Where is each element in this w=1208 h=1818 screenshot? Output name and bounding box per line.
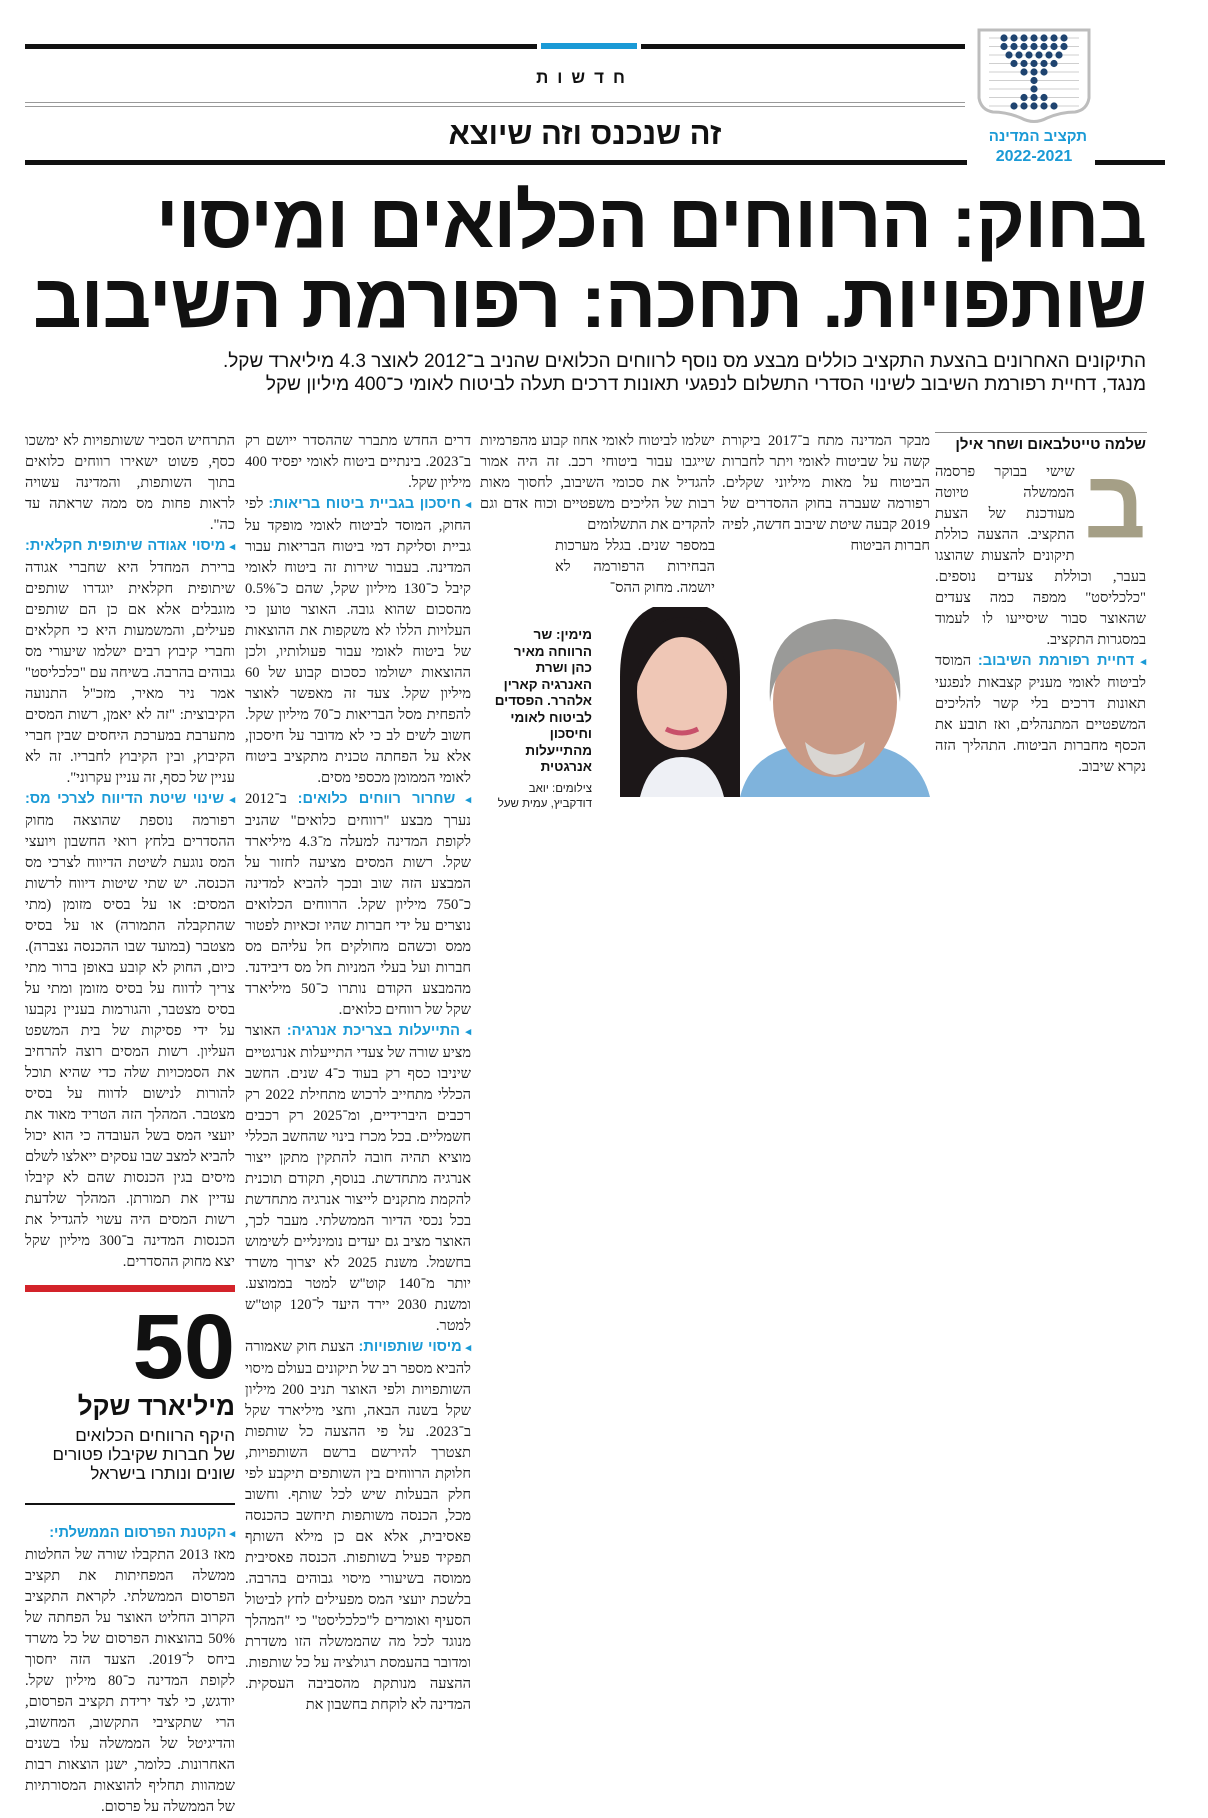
byline: שלמה טייטלבאום ושחר אילן <box>955 436 1146 453</box>
factbox-bottom-rule <box>25 1503 235 1505</box>
headline-line-1: בחוק: הרווחים הכלואים ומיסוי <box>155 179 1146 264</box>
photo-man <box>740 619 930 797</box>
paragraph: במספר שנים. בגלל מערכות הבחירות הרפורמה לא יושמה. מחוק ההס־ <box>555 538 715 596</box>
logo-dot <box>1060 34 1067 41</box>
paragraph <box>245 789 471 1021</box>
subhead: ◂ מיסוי אגודה שיתופית חקלאית: <box>25 538 235 554</box>
logo-dot <box>1020 43 1027 50</box>
logo-dot <box>1040 94 1047 101</box>
subhead: ◂ חיסכון בגביית ביטוח בריאות: <box>268 496 471 512</box>
logo-title: תקציב המדינה <box>988 128 1087 145</box>
photo-caption-block <box>492 627 592 812</box>
logo-dot <box>1040 34 1047 41</box>
logo-dot <box>1010 34 1017 41</box>
paragraph-text: ברירת המחדל היא שחברי אגודה שיתופית חקלאית יוגדרו שותפים מוגבלים אלא אם כן הם שותפים פעילים, והמשמעות היא כי חקלאים וחברי קיבוץ רבים ישלמו שיעורי מס גבוהים בהרבה. בשיחה עם "כלכליסט" אמר ניר מאיר, מזכ"ל התנועה הקיבוצית: "זה לא יאמן, רשות המסים מתערבת במערכת היחסים שבין חברי הקיבוץ, ובין הקיבוץ לחבריו. זה לא עניין של כסף, זה עניין עקרוני". <box>25 560 235 786</box>
header-bottom-rule-right <box>1095 160 1165 165</box>
paragraph <box>245 1021 471 1337</box>
paragraph-text: המוסד לביטוח לאומי מעניק קצבאות לנפגעי תאונות דרכים בלי קשר להליכים המשפטיים המתנהלים, ואז תובע את הכסף מחברות הביטוח. התהליך הזה נקרא שיבוב. <box>935 653 1146 775</box>
paragraph <box>245 494 471 789</box>
logo-dot <box>1030 34 1037 41</box>
paragraph-text: לפי החוק, המוסד לביטוח לאומי מופקד על גביית וסליקת דמי ביטוח הבריאות עבור המדינה. בעבור שירות זה ביטוח לאומי קיבל כ־130 מיליון שקל, שהם כ־0.5% מהסכום שהוא גובה. האוצר טוען כי העלויות הללו לא משקפות את ההוצאות של ביטוח לאומי עבור פעולותיו, ולכן ההוצאות ישולמו כסכום קבוע של 60 מיליון שקל. צעד זה מאפשר לאוצר להפחית מסל הבריאות כ־70 מיליון שקל. חשוב לשים לב כי לא מדובר על חיסכון, אלא על הפחתה טכנית מתקציב ביטוח לאומי הממומן מכספי מסים. <box>245 496 471 786</box>
budget-shield-dots-logo-icon <box>975 28 1093 126</box>
budget-logo <box>975 28 1093 170</box>
paragraph <box>25 536 235 789</box>
subhead: ◂ מיסוי שותפויות: <box>359 1339 471 1355</box>
article-column-2 <box>722 431 930 557</box>
subheadline-line-1: התיקונים האחרונים בהצעת התקציב כוללים מבצע מס נוסף לרווחים הכלואים שהניב ב־2012 לאוצר 4.3 מיליארד שקל. <box>222 351 1146 372</box>
paragraph: התרחיש הסביר ששותפויות לא ימשכו כסף, פשוט ישאירו רווחים כלואים בתוך השותפות, והמדינה עשויה לראות פחות מס ממה שראתה עד כה". <box>25 433 235 533</box>
paragraph-text: רפורמה נוספת שהוצאה מחוק ההסדרים בלחץ רואי החשבון ויועצי המס נוגעת לשיטת הדיווח לצרכי מס הכנסה. יש שתי שיטות דיווח לרשות המסים: או על בסיס מזומן (מתי שהתקבלה התמורה) או על בסיס מצטבר (במועד שבו ההכנסה נצברה). כיום, החוק לא קובע באופן ברור מתי צריך לדווח על בסיס מזומן ומתי על בסיס מצטבר, והגורמות בעניין נקבעו על ידי פסיקות של בית המשפט העליון. רשות המסים רוצה להרחיב את הסמכויות שלה כדי שהיא תוכל להורות לנישום לדווח על בסיס מצטבר. המהלך הזה הטריד מאוד את יועצי המס בשל העובדה כי הוא יכול להביא למצב שבו עסקים ייאלצו לשלם מיסים בגין הכנסות שהם לא קיבלו עדיין את תמורתן. המהלך שלדעת רשות המסים היה עשוי להגדיל את הכנסות המדינה ב־300 מיליון שקל יצא מחוק ההסדרים. <box>25 813 235 1270</box>
photo-woman <box>620 607 740 797</box>
photo-row <box>480 607 930 812</box>
logo-dot <box>1030 68 1037 75</box>
subhead: ◂ התייעלות בצריכת אנרגיה: <box>287 1023 471 1039</box>
photo-credit: צילומים: יואב דודקביץ, עמית שעל <box>497 782 592 810</box>
subhead: ◂ שינוי שיטת הדיווח לצרכי מס: <box>25 791 235 807</box>
factbox <box>25 1296 235 1483</box>
logo-dot <box>1010 102 1017 109</box>
photo-ministers <box>600 607 930 797</box>
factbox-number: 50 <box>132 1296 235 1398</box>
logo-dot <box>1020 102 1027 109</box>
logo-dot <box>1020 68 1027 75</box>
headline-line-2: שותפויות. תחכה: רפורמת השיבוב <box>33 259 1146 344</box>
logo-dot <box>1050 102 1057 109</box>
paragraph: ישלמו לביטוח לאומי אחוז קבוע מהפרמיות שייגבו עבור ביטוחי רכב. זה היה אמור להגדיל את סכומי השיבוב, לחסוך מאות רבות של הליכים משפטיים וכוח אדם וגם להקדים את התשלומים <box>480 433 715 533</box>
paragraph <box>25 1523 235 1818</box>
section-label: חדשות <box>536 68 634 87</box>
logo-dot <box>1030 60 1037 67</box>
factbox-unit: מיליארד שקל <box>77 1391 235 1421</box>
logo-dot <box>1040 68 1047 75</box>
top-rule-accent <box>537 43 641 49</box>
header-divider <box>25 102 965 107</box>
paragraph-text: האוצר מציע שורה של צעדי התייעלות אנרגטיים שיניבו כסף רק בעוד כ־4 שנים. החשב הכללי מתחייב לרכוש מתחילת 2022 רק רכבים היברידיים, ומ־2025 רק רכבים חשמליים. בכל מכרז בינוי שהחשב הכללי מוציא תהיה חובה להתקין מתקן ייצור אנרגיה מתחדשת. בנוסף, תקודם תוכנית להקמת מתקנים לייצור אנרגיה מתחדשת בכל נכסי הדיור הממשלתי. מעבר לכך, האוצר מציב גם יעדים נומינליים לשימוש בחשמל. משנת 2025 לא יצרוך משרד יותר מ־140 קוט"ש למטר בממוצע. ומשנת 2030 יירד היעד ל־120 קוט"ש למטר. <box>245 1023 472 1334</box>
logo-dot <box>1025 51 1032 58</box>
paragraph-text: מאז 2013 התקבלו שורה של החלטות ממשלה המפחיתות את תקציב הפרסום הממשלתי. לקראת התקציב הקרוב החליט האוצר על הפחתה של 50% בהוצאות הפרסום של כל משרד ביחס ל־2019. הצעד הזה יחסוך לקופת המדינה כ־80 מיליון שקל. יודגש, כי לצד ירידת תקציב הפרסום, הרי שתקציבי התקשוב, המחשוב, והדיגיטל של הממשלה עלו בשנים האחרונות. כלומר, ישנן הוצאות רבות שמהוות תחליף להוצאות המסורתיות של הממשלה על פרסום. <box>25 1547 235 1815</box>
article-column-3 <box>480 431 715 599</box>
logo-dot <box>1030 85 1037 92</box>
logo-dot <box>1020 34 1027 41</box>
factbox-description-line: שונים ונותרו בישראל <box>90 1464 235 1483</box>
article-column-1 <box>935 462 1146 778</box>
headline <box>26 179 1146 344</box>
paragraph: מבקר המדינה מתח ב־2017 ביקורת קשה על שביטוח לאומי ויתר לחברות הביטוח על מאות מיליוני שקלים. רפורמה שעברה בחוק ההסדרים של 2019 קבעה שיטת שיבוב חדשה, לפיה חברות הביטוח <box>722 433 930 554</box>
logo-dot <box>1040 102 1047 109</box>
logo-dot <box>1050 60 1057 67</box>
factbox-red-rule <box>25 1285 235 1292</box>
header-bottom-rule <box>25 160 967 165</box>
paragraph <box>935 651 1146 778</box>
logo-dot <box>1040 43 1047 50</box>
drop-cap: ב <box>1084 468 1146 554</box>
article-column-5-lower <box>25 1523 235 1818</box>
logo-dot <box>1010 60 1017 67</box>
photo-caption: מימין: שר הרווחה מאיר כהן ושרת האנרגיה קארין אלהרר. הפסדים לביטוח לאומי וחיסכון מהתייעלות אנרגטית <box>494 627 592 774</box>
logo-years: 2022-2021 <box>995 148 1073 165</box>
subhead: ◂ דחיית רפורמת השיבוב: <box>978 653 1146 669</box>
paragraph: דרים החדש מתברר שההסדר ייושם רק ב־2023. בינתיים ביטוח לאומי יפסיד 400 מיליון שקל. <box>245 433 471 491</box>
photo-region <box>480 431 930 812</box>
logo-dot <box>1040 60 1047 67</box>
logo-dot <box>1045 51 1052 58</box>
logo-dot <box>1010 43 1017 50</box>
subhead: ◂ שחרור רווחים כלואים: <box>298 791 471 807</box>
logo-dot <box>1030 77 1037 84</box>
logo-dot <box>1050 34 1057 41</box>
subhead: ◂ הקטנת הפרסום הממשלתי: <box>49 1525 235 1541</box>
top-text-row <box>480 431 930 599</box>
paragraph-text: שישי בבוקר פרסמה הממשלה טיוטה מעודכנת של הצעת התקציב. ההצעה כוללת תיקונים להצעות שהוצגו בעבר, וכוללת צעדים נוספים. "כלכליסט" ממפה כמה צעדים שהאוצר סבור שיסייעו לו לעמוד במסגרות התקציב. <box>935 464 1146 648</box>
paragraph <box>25 789 235 1273</box>
factbox-description-line: של חברות שקיבלו פטורים <box>52 1445 235 1464</box>
top-rule <box>25 44 965 49</box>
logo-dot <box>1055 51 1062 58</box>
paragraph-text: הצעת חוק שאמורה להביא מספר רב של תיקונים בעולם מיסוי השותפויות ולפי האוצר תניב 200 מיליון שקל בשנה הבאה, וחצי מיליארד שקל ב־2023. על פי ההצעה כל שותפות תצטרך להירשם ברשם השותפויות, חלוקת הרווחים בין השותפים תיקבע לפי חלק הבעלות שיש לכל שותף. וחשוב מכל, הכנסה משותפות תיחשב כהכנסה פאסיבית, אלא אם כן מילא השותף תפקיד פעיל בשותפות. הכנסה פאסיבית ממוסה בשיעורי מיסוי גבוהים בהרבה. בלשכת יועצי המס מפעילים לחץ לביטול הסעיף ואומרים ל"כלכליסט" כי "המהלך מנוגד לכל מה שהממשלה הזו משדרת ומדובר בהעמסת רגולציה על כל שותפות. ההצעה מנותקת מהסביבה העסקית. המדינה לא לוקחת בחשבון את <box>245 1339 471 1713</box>
factbox-description <box>25 1426 235 1483</box>
logo-dot <box>1030 94 1037 101</box>
logo-dot <box>1005 51 1012 58</box>
logo-dot <box>1030 102 1037 109</box>
paragraph <box>245 1337 471 1716</box>
subheadline <box>26 350 1146 396</box>
logo-dot <box>1050 43 1057 50</box>
logo-dot <box>1000 43 1007 50</box>
kicker: זה שנכנס וזה שיוצא <box>448 116 722 151</box>
logo-dot <box>1020 94 1027 101</box>
logo-dot <box>1000 34 1007 41</box>
logo-dot <box>1020 60 1027 67</box>
paragraph-text: ב־2012 נערך מבצע "רווחים כלואים" שהניב לקופת המדינה למעלה מ־4.3 מיליארד שקל. רשות המסים מציעה לחזור על המבצע הזה שוב ובכך להביא למדינה כ־750 מיליון שקל. הרווחים הכלואים נוצרים על ידי חברות שהיו זכאיות לפטור ממס וכשהם מחולקים חל עליהם מס חברות ועל בעלי המניות חל מס דיבידנד. מהמבצע הקודם נותרו כ־50 מיליארד שקל של רווחים כלואים. <box>245 791 471 1018</box>
logo-dot <box>1015 51 1022 58</box>
subheadline-line-2: מנגד, דחיית רפורמת השיבוב לשינוי הסדרי התשלום לנפגעי תאונות דרכים תעלה לביטוח לאומי כ־400 מיליון שקל <box>265 374 1146 395</box>
factbox-description-line: היקף הרווחים הכלואים <box>75 1426 235 1445</box>
byline-rule <box>935 432 1147 433</box>
article-column-4 <box>245 431 471 1716</box>
paragraph <box>935 462 1146 651</box>
logo-dot <box>1060 43 1067 50</box>
logo-dot <box>1030 43 1037 50</box>
logo-dot <box>1035 51 1042 58</box>
column-5-stack <box>25 431 235 1818</box>
article-column-5 <box>25 431 235 1273</box>
